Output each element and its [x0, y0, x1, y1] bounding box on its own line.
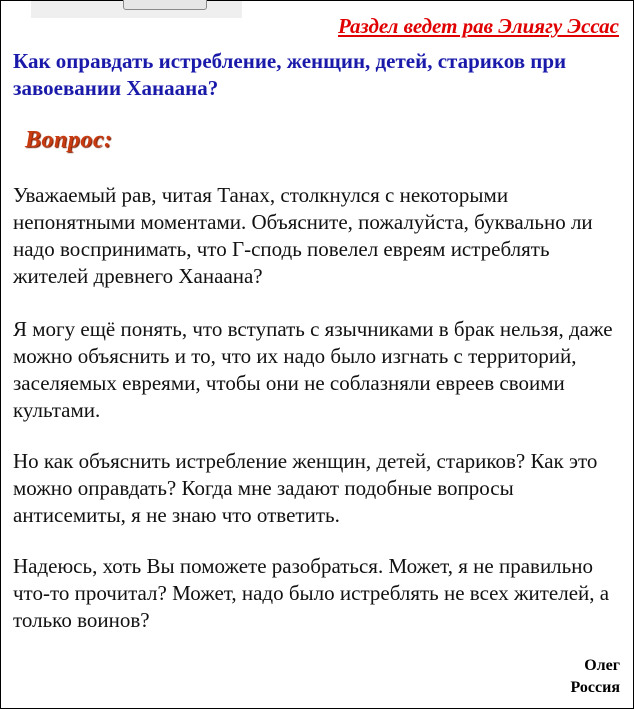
signature-name: Олег: [584, 657, 620, 674]
top-toolbar-button[interactable]: [123, 0, 207, 10]
section-author-link[interactable]: Раздел ведет рав Элиягу Эссас: [338, 14, 619, 38]
signature-country: Россия: [570, 679, 620, 696]
question-paragraph-4: Надеюсь, хоть Вы поможете разобраться. Может, я не правильно что-то прочитал? Может, надо было истреблять не всех жителей, а только воинов?: [13, 554, 610, 632]
top-toolbar-strip: [31, 1, 242, 18]
question-paragraph-2: Я могу ещё понять, что вступать с язычниками в брак нельзя, даже можно объяснить и то, что их надо было изгнать с территорий, заселяемых евреями, чтобы они не соблазняли евреев своими культами.: [13, 317, 613, 422]
question-paragraph-3: Но как объяснить истребление женщин, детей, стариков? Как это можно оправдать? Когда мне задают подобные вопросы антисемиты, я не знаю что ответить.: [13, 449, 598, 527]
question-label: Вопрос:: [25, 127, 113, 153]
question-paragraph-1: Уважаемый рав, читая Танах, столкнулся с некоторыми непонятными моментами. Объясните, пожалуйста, буквально ли надо воспринимать, что Г-сподь повелел евреям истреблять жителей древнего Ханаана?: [13, 183, 593, 288]
page-title: Как оправдать истребление, женщин, детей, стариков при завоевании Ханаана?: [13, 49, 567, 100]
